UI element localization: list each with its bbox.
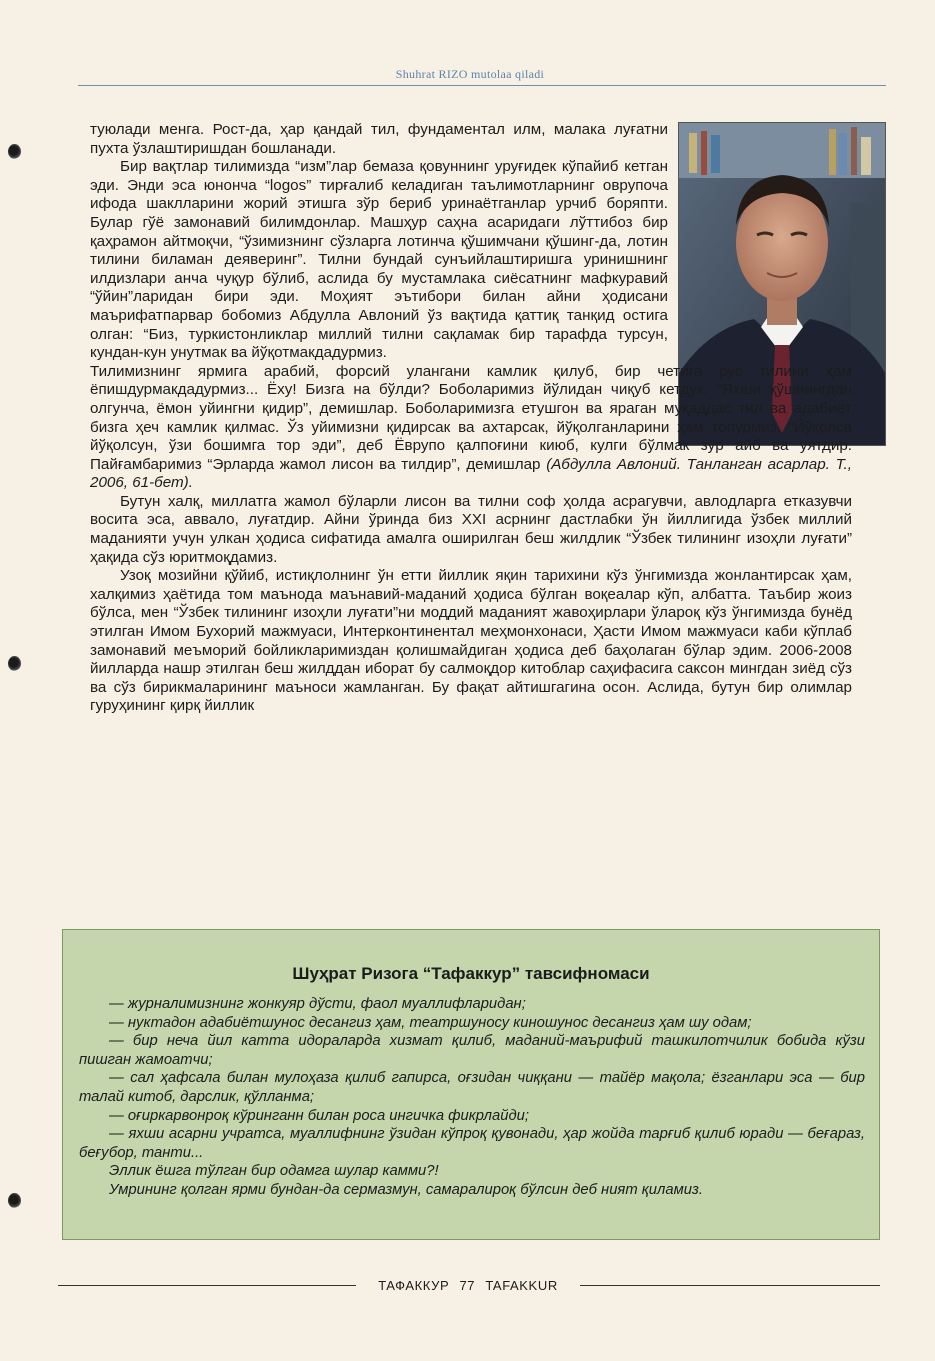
- binder-hole-icon: [8, 656, 21, 671]
- paragraph: туюлади менга. Рост-да, ҳар қандай тил, фундаментал илм, малака луғатни пухта ўзлаштиришдан бошланади.: [90, 121, 668, 157]
- box-line: — бир неча йил катта идораларда хизмат қилиб, маданий-маърифий ташкилотчилик бобида кўзи пишган жамоатчи;: [79, 1033, 865, 1068]
- box-line: — яхши асарни учратса, муаллифнинг ўзидан кўпроқ қувонади, ҳар жойда тарғиб қилиб юради — беғараз, беғубор, танти...: [79, 1126, 865, 1161]
- paragraph: Бутун халқ, миллатга жамол бўларли лисон ва тилни соф ҳолда асрагувчи, авлодларга етказувчи восита эса, аввало, луғатдир. Айни ўринда биз XXI асрнинг дастлабки ўн йиллигида ўзбек миллий маданияти учун улкан ҳодиса сифатида амалга оширилган беш жилдлик “Ўзбек тилининг изоҳли луғати” ҳақида сўз юритмоқдамиз.: [90, 492, 852, 566]
- footer-journal-latin: TAFAKKUR: [485, 1278, 558, 1293]
- page-footer: [356, 1278, 580, 1293]
- footer-rule-left: [58, 1285, 356, 1286]
- footer-rule-right: [580, 1285, 880, 1286]
- box-line: — журналимизнинг жонкуяр дўсти, фаол муаллифларидан;: [109, 996, 526, 1012]
- box-body: [79, 995, 865, 1200]
- article-text: [90, 121, 852, 716]
- binder-hole-icon: [8, 144, 21, 159]
- paragraph: Бир вақтлар тилимизда “изм”лар бемаза қовуннинг уруғидек кўпайиб кетган эди. Энди эса юнонча “logos” тирғалиб келадиган таълимотларнинг оврупоча ифода шаклларини жорий этишга зўр бериб уринаётганлар урчиб боряпти. Булар гўё замонавий билимдонлар. Машҳур саҳна асаридаги лўттибоз бир қаҳрамон айтмоқчи, “ўзимизнинг сўзларга лотинча қўшимчани қўшинг-да, лотин тилини биламан деяверинг”. Тилни бундай сунъийлаштиришга уринишнинг илдизлари анча чуқур бўлиб, аслида бу мустамлака сиёсатнинг мафкуравий “ўйин”ларидан бири эди. Моҳият эътибори билан айни ҳодисани маърифатпарвар бобомиз Абдулла Авлоний ўз вақтида қаттиқ танқид остига олган: “Биз, туркистонликлар миллий тилни сақламак бир тарафда турсун, кундан-кун унутмак ва йўқотмакдадурмиз.: [90, 158, 668, 362]
- header-rule: [78, 85, 886, 86]
- tafakkur-profile-box: [62, 929, 880, 1240]
- text-beside-photo: [90, 121, 668, 363]
- paragraph-text: Тилимизнинг ярмига арабий, форсий улангани камлик қилуб, бир четига рус тилини ҳам ёпишдурмакдадурмиз... Ёху! Бизга на бўлди? Боболаримиз йўлидан чиқуб кетдук. “Яхши қўшнингдан олгунча, ёмон уйингни қидир”, демишлар. Боболаримизга етушгон ва яраган муқаддас тил ва адабиёт бизга ҳеч камлик қилмас. Ўз уйимизни қидирсак ва ахтарсак, йўқолганларини ҳам топурмиз. “Йўқолса йўқолсун, ўзи бошимга тор эди”, деб Ёврупо қалпоғини киюб, кулги бўлмак зўр айб ва уятдир. Пайғамбаримиз “Эрларда жамол лисон ва тилдир”, демишлар: [90, 362, 852, 473]
- footer-journal-cyrillic: ТАФАККУР: [378, 1278, 450, 1293]
- box-line: — нуктадон адабиётшунос десангиз ҳам, театршуносу киношунос десангиз ҳам шу одам;: [109, 1014, 752, 1031]
- citation: (Абдулла Авлоний. Танланган асарлар. Т., 2006, 61-бет).: [90, 455, 852, 492]
- box-line: Эллик ёшга тўлган бир одамга шулар камми?!: [109, 1163, 439, 1180]
- running-header: Shuhrat RIZO mutolaa qiladi: [395, 67, 545, 81]
- page-number: 77: [459, 1278, 476, 1293]
- paragraph-continuation: [90, 363, 852, 493]
- box-line: Умрининг қолган ярми бундан-да сермазмун, самаралироқ бўлсин деб ният қиламиз.: [109, 1181, 703, 1198]
- box-title: Шуҳрат Ризога “Тафаккур” тавсифномаси: [292, 964, 650, 983]
- paragraph: Узоқ мозийни қўйиб, истиқлолнинг ўн етти йиллик яқин тарихини кўз ўнгимизда жонлантирсак ҳам, халқимиз ҳаётида том маънода маънавий-маданий ҳодиса бўлган воқеалар кўп, албатта. Таъбир жоиз бўлса, мен “Ўзбек тилининг изоҳли луғати”ни моддий маданият жавоҳирлари ўлароқ кўз ўнгимизда бунёд этилган Имом Бухорий мажмуаси, Интерконтинентал меҳмонхонаси, Ҳасти Имом мажмуаси каби кўплаб замонавий меъморий бойликларимиздан қолишмайдиган ҳодиса деб баҳолаган бўлар эдим. 2006-2008 йилларда нашр этилган беш жилддан иборат бу салмоқдор китоблар саҳифасига саксон мингдан зиёд сўз ва сўз бирикмаларининг маъноси жамланган. Бу фақат айтишгагина осон. Аслида, бутун бир олимлар гуруҳининг қирқ йиллик: [90, 567, 852, 715]
- box-line: — сал ҳафсала билан мулоҳаза қилиб гапирса, оғзидан чиққани — тайёр мақола; ёзганлари эса — бир талай китоб, дарслик, қўлланма;: [79, 1070, 865, 1105]
- binder-hole-icon: [8, 1193, 21, 1208]
- box-line: — оғиркарвонроқ кўринганн билан роса ингичка фикрлайди;: [109, 1107, 529, 1124]
